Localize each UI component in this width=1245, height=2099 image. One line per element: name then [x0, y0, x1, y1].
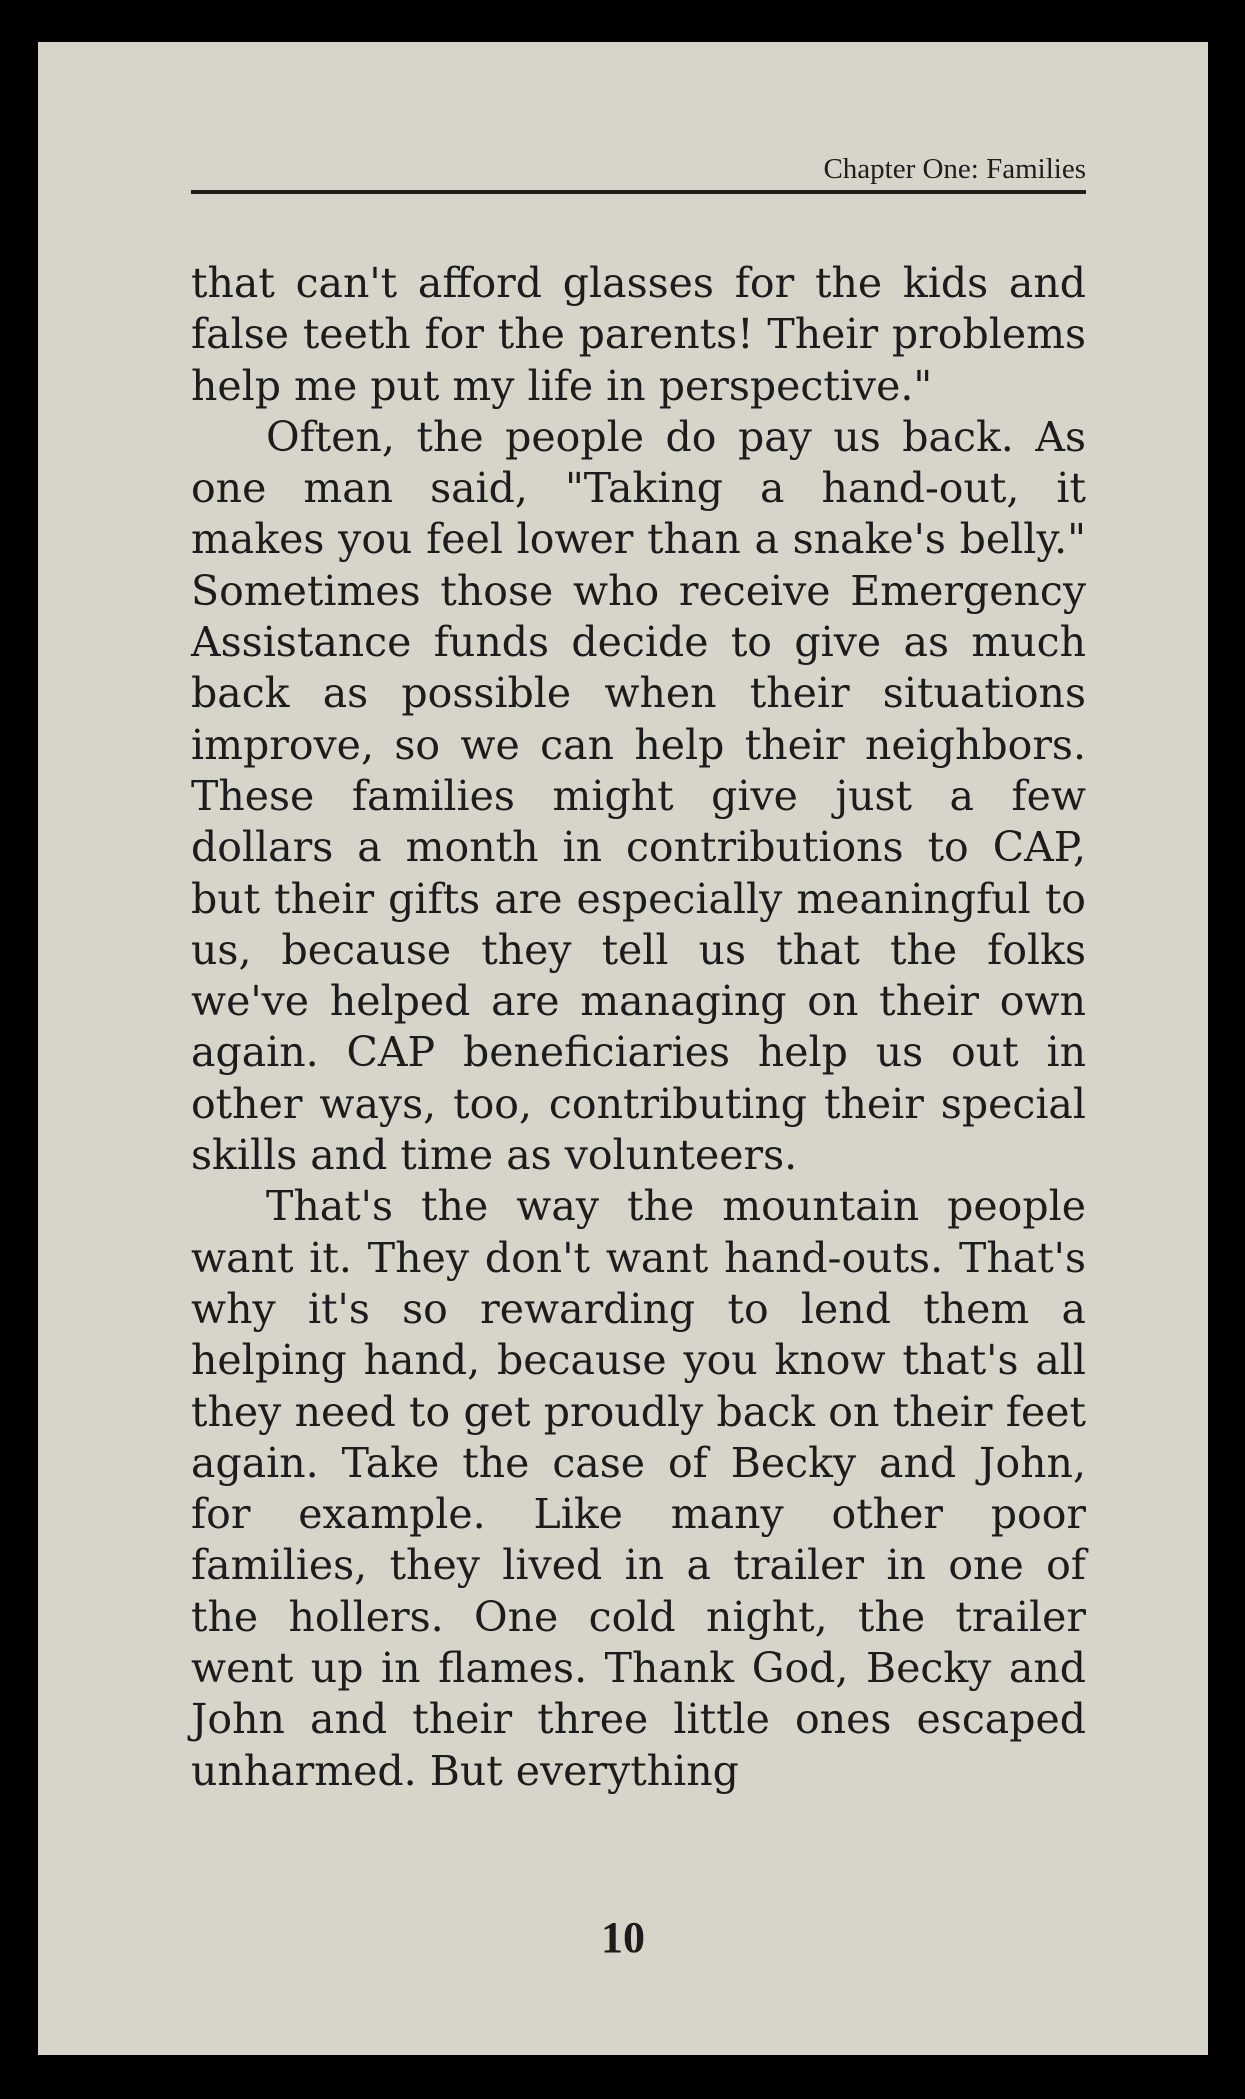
paragraph-mountain-people: That's the way the mountain people want it. They don't want hand-outs. That's why it's so rewarding to lend them a helping hand, because you know that's all they need to get proudly back on their feet again. Take the case of Becky and John, for example. Like many other poor families, they lived in a trailer in one of the hollers. One cold night, the trailer went up in flames. Thank God, Becky and John and their three little ones escaped unharmed. But everything — [191, 1182, 1086, 1795]
running-header — [191, 142, 1086, 194]
paragraph-continued: that can't afford glasses for the kids and false teeth for the parents! Their problems help me put my life in perspective." — [191, 259, 1086, 410]
body-text — [191, 258, 1086, 1797]
book-page — [38, 42, 1208, 2055]
page-number: 10 — [601, 1913, 645, 1962]
chapter-title: Chapter One: Families — [823, 153, 1086, 185]
paragraph-pay-us-back: Often, the people do pay us back. As one man said, "Taking a hand-out, it makes you feel lower than a snake's belly." Sometimes those who receive Emergency Assistance funds decide to give as much back as possible when their situations improve, so we can help their neighbors. These families might give just a few dollars a month in contributions to CAP, but their gifts are especially meaningful to us, because they tell us that the folks we've helped are managing on their own again. CAP beneficiaries help us out in other ways, too, contributing their special skills and time as volunteers. — [191, 412, 1086, 1180]
